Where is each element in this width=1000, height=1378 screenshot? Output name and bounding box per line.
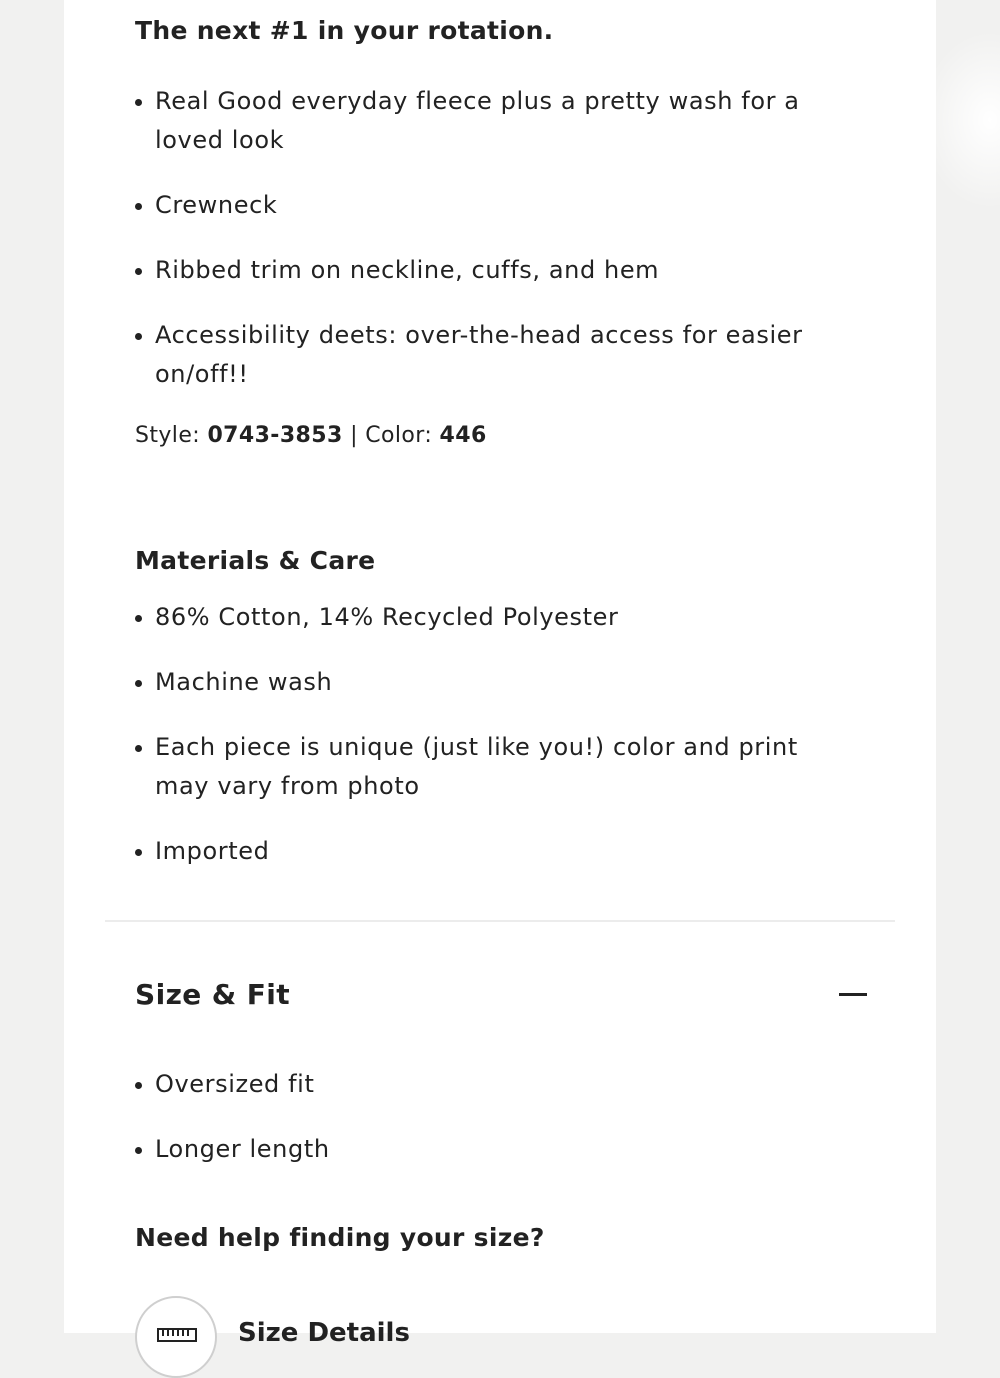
description-bullet: Ribbed trim on neckline, cuffs, and hem: [135, 251, 825, 290]
minus-icon[interactable]: [839, 993, 867, 996]
style-number: 0743-3853: [207, 423, 343, 448]
size-fit-accordion-toggle[interactable]: [135, 970, 867, 1024]
size-details-link[interactable]: [135, 1296, 535, 1356]
size-fit-bullet-list: [135, 1065, 825, 1195]
description-bullet: Crewneck: [135, 186, 825, 225]
description-bullet: Accessibility deets: over-the-head access for easier on/off!!: [135, 316, 825, 394]
size-fit-bullet: Oversized fit: [135, 1065, 825, 1104]
description-bullet: Real Good everyday fleece plus a pretty wash for a loved look: [135, 82, 825, 160]
style-color-line: [135, 421, 487, 451]
section-divider: [105, 920, 895, 922]
size-help-heading: Need help finding your size?: [135, 1223, 545, 1252]
separator: |: [342, 423, 366, 448]
materials-bullet: 86% Cotton, 14% Recycled Polyester: [135, 598, 825, 637]
materials-bullet-list: [135, 598, 825, 897]
description-bullet-list: [135, 82, 825, 420]
product-details-panel: [64, 0, 936, 1348]
color-number: 446: [439, 423, 487, 448]
materials-bullet: Imported: [135, 832, 825, 871]
materials-heading: Materials & Care: [135, 546, 376, 575]
color-label: Color:: [365, 423, 440, 448]
size-details-icon-circle: [135, 1296, 217, 1378]
size-details-label: Size Details: [238, 1318, 410, 1348]
size-fit-bullet: Longer length: [135, 1130, 825, 1169]
materials-bullet: Machine wash: [135, 663, 825, 702]
description-heading: The next #1 in your rotation.: [135, 16, 554, 45]
style-label: Style:: [135, 423, 208, 448]
ruler-icon: [157, 1328, 197, 1342]
size-fit-title: Size & Fit: [135, 978, 291, 1011]
materials-bullet: Each piece is unique (just like you!) color and print may vary from photo: [135, 728, 825, 806]
